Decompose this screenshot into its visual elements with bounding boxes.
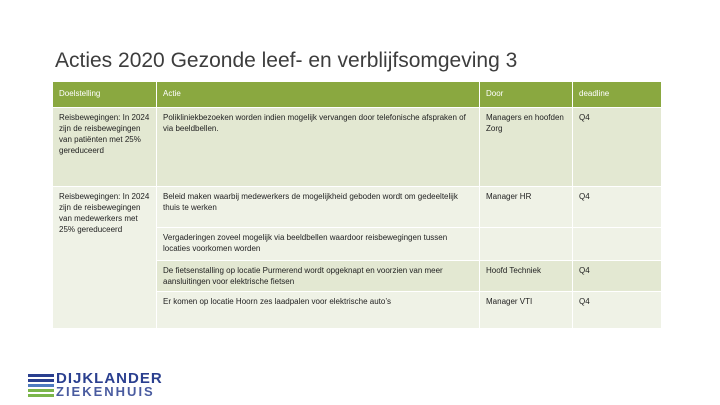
action-cell: Beleid maken waarbij medewerkers de mogelijkheid geboden wordt om gedeeltelijk thuis te werken [157, 187, 480, 228]
owner-cell: Managers en hoofden Zorg [480, 108, 573, 187]
goal-cell: Reisbewegingen: In 2024 zijn de reisbewegingen van medewerkers met 25% gereduceerd [53, 187, 157, 329]
header-doelstelling: Doelstelling [53, 82, 157, 108]
action-cell: Vergaderingen zoveel mogelijk via beeldbellen waardoor reisbewegingen tussen locaties voorkomen worden [157, 228, 480, 261]
table-header-row [53, 82, 662, 108]
table-row [53, 187, 662, 228]
action-cell: Polikliniekbezoeken worden indien mogelijk vervangen door telefonische afspraken of via beeldbellen. [157, 108, 480, 187]
deadline-cell: Q4 [573, 108, 662, 187]
action-cell: De fietsenstalling op locatie Purmerend wordt opgeknapt en voorzien van meer aansluitingen voor elektrische fietsen [157, 261, 480, 292]
action-cell: Er komen op locatie Hoorn zes laadpalen voor elektrische auto’s [157, 292, 480, 329]
header-actie: Actie [157, 82, 480, 108]
slide-title: Acties 2020 Gezonde leef- en verblijfsomgeving 3 [55, 49, 518, 72]
dijklander-logo [28, 370, 168, 400]
header-door: Door [480, 82, 573, 108]
logo-stripes-icon [28, 372, 54, 398]
owner-cell: Hoofd Techniek [480, 261, 573, 292]
header-deadline: deadline [573, 82, 662, 108]
logo-text-line1: DIJKLANDER [56, 370, 163, 387]
goal-cell: Reisbewegingen: In 2024 zijn de reisbewegingen van patiënten met 25% gereduceerd [53, 108, 157, 187]
owner-cell [480, 228, 573, 261]
deadline-cell [573, 228, 662, 261]
actions-table [52, 81, 661, 329]
owner-cell: Manager HR [480, 187, 573, 228]
table-row [53, 108, 662, 187]
logo-text-line2: ZIEKENHUIS [56, 384, 155, 399]
deadline-cell: Q4 [573, 292, 662, 329]
deadline-cell: Q4 [573, 187, 662, 228]
owner-cell: Manager VTI [480, 292, 573, 329]
deadline-cell: Q4 [573, 261, 662, 292]
